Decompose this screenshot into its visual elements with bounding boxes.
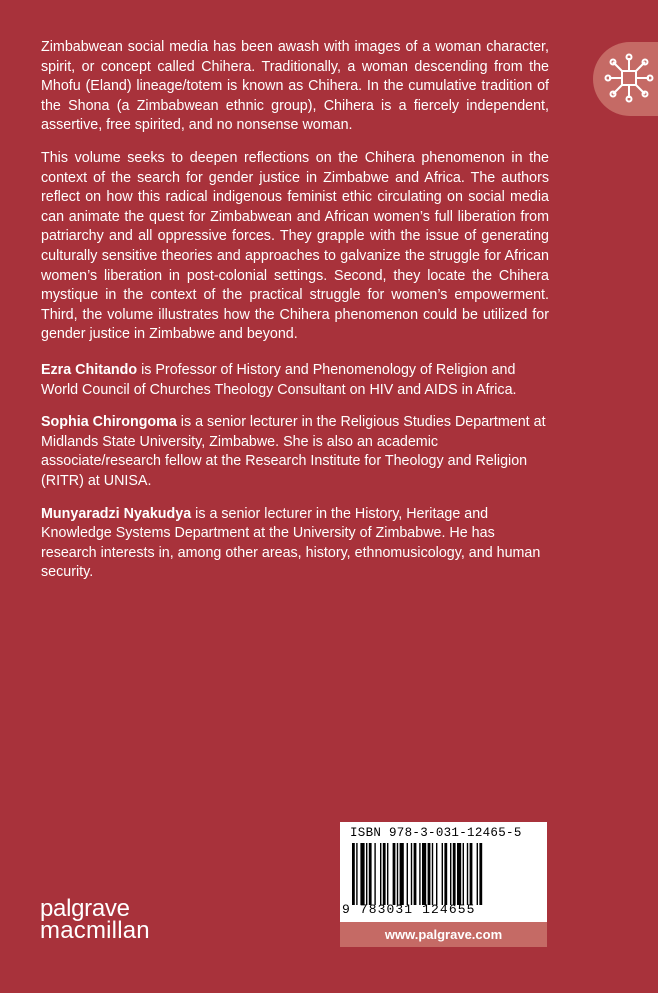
publisher-badge <box>593 42 658 116</box>
barcode-bar <box>380 843 381 905</box>
barcode-bar <box>387 843 388 905</box>
barcode-bar <box>407 843 408 905</box>
barcode-bar <box>411 843 412 905</box>
barcode-bar <box>422 843 426 905</box>
barcode-bar <box>366 843 367 905</box>
barcode-bar <box>477 843 478 905</box>
publisher-logo-line1: palgrave <box>40 895 130 922</box>
barcode-digits: 9 783031 124655 <box>342 902 476 917</box>
barcode-bar <box>432 843 433 905</box>
barcode-bar <box>479 843 482 905</box>
barcode-bar <box>352 843 355 905</box>
barcode-bar <box>374 843 375 905</box>
barcode-bar <box>397 843 398 905</box>
author-bio <box>41 505 551 583</box>
barcode-bar <box>383 843 386 905</box>
barcode-bar <box>393 843 396 905</box>
author-bio-text: is a senior lecturer in the History, Heritage and Knowledge Systems Department at the University of Zimbabwe. He has research interests in, among other areas, history, ethnomusicology, and human security. <box>41 505 541 581</box>
barcode-bar <box>444 843 447 905</box>
author-name: Sophia Chirongoma <box>41 414 177 431</box>
blurb-paragraph-1: Zimbabwean social media has been awash with images of a woman character, spirit, or concept called Chihera. Traditionally, a woman descending from the Mhofu (Eland) lineage/totem is known as Chihera. In the cumulative tradition of the Shona (a Zimbabwean ethnic group), Chihera is a fiercely independent, assertive, free spirited, and no nonsense woman. <box>41 39 549 134</box>
author-name: Ezra Chitando <box>41 362 138 378</box>
barcode-bar <box>463 843 464 905</box>
isbn-label: ISBN 978-3-031-12465-5 <box>350 826 522 840</box>
author-bio <box>41 413 551 491</box>
publisher-logo-line2: macmillan <box>40 917 150 944</box>
barcode-bar <box>400 843 404 905</box>
barcode-bar <box>442 843 443 905</box>
barcode-bar <box>457 843 461 905</box>
barcode-bar <box>453 843 456 905</box>
author-bio <box>41 361 551 400</box>
barcode-bar <box>414 843 417 905</box>
author-bios <box>41 361 551 596</box>
publisher-logo <box>40 895 150 944</box>
barcode-bar <box>419 843 420 905</box>
publisher-url[interactable]: www.palgrave.com <box>340 922 547 947</box>
author-bio-text: is a senior lecturer in the Religious Studies Department at Midlands State University, Zimbabwe. She is also an academic associate/research fellow at the Research Institute for Theology and Religion (RITR) at UNISA. <box>41 414 546 489</box>
palgrave-network-logo-icon <box>603 52 655 104</box>
barcode-bar <box>436 843 437 905</box>
barcode-bar <box>369 843 372 905</box>
barcode <box>352 843 536 905</box>
author-bio-text: is Professor of History and Phenomenology of Religion and World Council of Churches Theology Consultant on HIV and AIDS in Africa. <box>41 362 517 398</box>
back-cover-blurb <box>41 38 549 358</box>
barcode-bar <box>470 843 473 905</box>
barcode-bar <box>467 843 468 905</box>
barcode-bar <box>450 843 451 905</box>
author-name: Munyaradzi Nyakudya <box>41 505 192 522</box>
barcode-bar <box>356 843 357 905</box>
blurb-paragraph-2: This volume seeks to deepen reflections on the Chihera phenomenon in the context of the search for gender justice in Zimbabwe and Africa. The authors reflect on how this radical indigenous feminist ethic circulating on social media can animate the quest for Zimbabwean and African women’s full liberation from patriarchy and all oppressive forces. They grapple with the issue of generating culturally sensitive theories and approaches to galvanize the struggle for African women’s liberation in post-colonial settings. Second, they locate the Chihera mystique in the context of the practical struggle for women’s empowerment. Third, the volume illustrates how the Chihera phenomenon could be utilized for gender justice in Zimbabwe and beyond. <box>41 149 549 343</box>
barcode-bar <box>360 843 364 905</box>
barcode-bar <box>428 843 431 905</box>
isbn-barcode-box <box>340 822 547 922</box>
